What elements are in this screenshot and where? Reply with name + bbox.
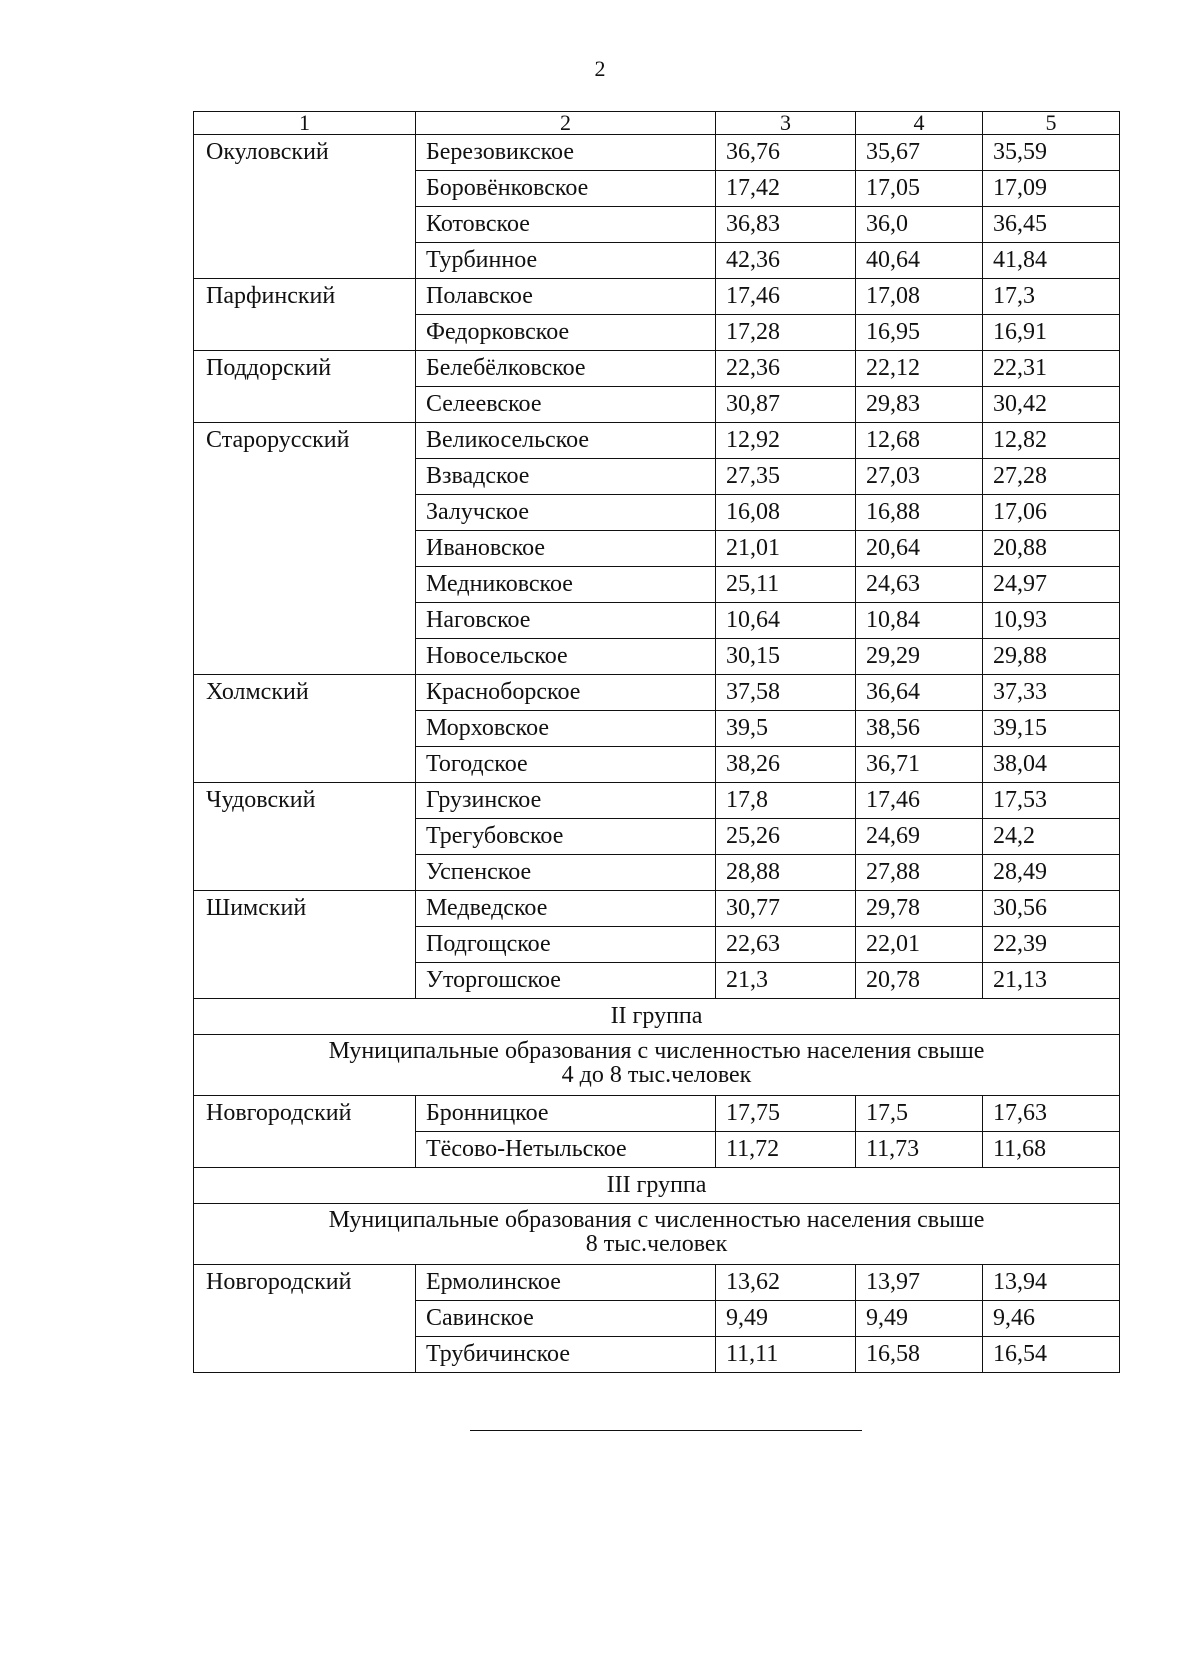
value-col5-cell: 28,49 (983, 855, 1120, 891)
value-col4-cell: 24,63 (856, 567, 983, 603)
column-header: 4 (856, 112, 983, 135)
value-col5-cell: 24,2 (983, 819, 1120, 855)
value-col3-cell: 37,58 (716, 675, 856, 711)
value-col5-cell: 29,88 (983, 639, 1120, 675)
value-col3-cell: 10,64 (716, 603, 856, 639)
settlement-cell: Ивановское (416, 531, 716, 567)
value-col4-cell: 29,83 (856, 387, 983, 423)
table-body (194, 112, 1120, 1373)
settlement-cell: Красноборское (416, 675, 716, 711)
value-col3-cell: 17,42 (716, 171, 856, 207)
value-col5-cell: 27,28 (983, 459, 1120, 495)
page-number: 2 (594, 56, 606, 81)
value-col5-cell: 17,3 (983, 279, 1120, 315)
value-col5-cell: 22,39 (983, 927, 1120, 963)
value-col4-cell: 29,78 (856, 891, 983, 927)
value-col3-cell: 12,92 (716, 423, 856, 459)
value-col4-cell: 24,69 (856, 819, 983, 855)
value-col4-cell: 36,0 (856, 207, 983, 243)
settlement-cell: Турбинное (416, 243, 716, 279)
settlement-cell: Новосельское (416, 639, 716, 675)
value-col4-cell: 12,68 (856, 423, 983, 459)
settlement-cell: Полавское (416, 279, 716, 315)
value-col5-cell: 21,13 (983, 963, 1120, 999)
district-cell: Окуловский (194, 135, 416, 279)
group-title: III группа (194, 1168, 1120, 1204)
value-col5-cell: 12,82 (983, 423, 1120, 459)
table-row (194, 1265, 1120, 1301)
value-col4-cell: 20,64 (856, 531, 983, 567)
settlement-cell: Березовикское (416, 135, 716, 171)
value-col4-cell: 17,05 (856, 171, 983, 207)
settlement-cell: Котовское (416, 207, 716, 243)
value-col3-cell: 17,8 (716, 783, 856, 819)
settlement-cell: Медведское (416, 891, 716, 927)
value-col4-cell: 29,29 (856, 639, 983, 675)
value-col3-cell: 42,36 (716, 243, 856, 279)
district-cell: Поддорский (194, 351, 416, 423)
value-col5-cell: 30,42 (983, 387, 1120, 423)
value-col4-cell: 36,71 (856, 747, 983, 783)
district-cell: Парфинский (194, 279, 416, 351)
value-col3-cell: 17,28 (716, 315, 856, 351)
value-col4-cell: 27,03 (856, 459, 983, 495)
group-description: Муниципальные образования с численностью населения свыше 8 тыс.человек (194, 1204, 1120, 1265)
table-row (194, 135, 1120, 171)
value-col4-cell: 13,97 (856, 1265, 983, 1301)
value-col5-cell: 11,68 (983, 1132, 1120, 1168)
header-row (194, 112, 1120, 135)
settlement-cell: Тогодское (416, 747, 716, 783)
footer-rule (470, 1430, 862, 1431)
value-col4-cell: 40,64 (856, 243, 983, 279)
value-col5-cell: 17,63 (983, 1096, 1120, 1132)
value-col4-cell: 22,01 (856, 927, 983, 963)
value-col3-cell: 27,35 (716, 459, 856, 495)
value-col4-cell: 17,5 (856, 1096, 983, 1132)
value-col5-cell: 41,84 (983, 243, 1120, 279)
value-col3-cell: 13,62 (716, 1265, 856, 1301)
value-col3-cell: 38,26 (716, 747, 856, 783)
value-col3-cell: 16,08 (716, 495, 856, 531)
value-col5-cell: 37,33 (983, 675, 1120, 711)
value-col3-cell: 9,49 (716, 1301, 856, 1337)
value-col5-cell: 20,88 (983, 531, 1120, 567)
district-cell: Шимский (194, 891, 416, 999)
group-title: II группа (194, 999, 1120, 1035)
value-col5-cell: 17,09 (983, 171, 1120, 207)
group-title-row (194, 999, 1120, 1035)
district-cell: Новгородский (194, 1096, 416, 1168)
settlement-cell: Подгощское (416, 927, 716, 963)
settlement-cell: Уторгошское (416, 963, 716, 999)
settlement-cell: Трегубовское (416, 819, 716, 855)
group-description-row (194, 1035, 1120, 1096)
column-header: 5 (983, 112, 1120, 135)
group-description: Муниципальные образования с численностью населения свыше 4 до 8 тыс.человек (194, 1035, 1120, 1096)
group-title-row (194, 1168, 1120, 1204)
value-col4-cell: 16,95 (856, 315, 983, 351)
value-col3-cell: 17,75 (716, 1096, 856, 1132)
value-col3-cell: 21,3 (716, 963, 856, 999)
column-header: 3 (716, 112, 856, 135)
table-row (194, 1096, 1120, 1132)
value-col5-cell: 16,54 (983, 1337, 1120, 1373)
value-col5-cell: 10,93 (983, 603, 1120, 639)
value-col3-cell: 22,63 (716, 927, 856, 963)
table-row (194, 279, 1120, 315)
value-col3-cell: 17,46 (716, 279, 856, 315)
value-col4-cell: 27,88 (856, 855, 983, 891)
value-col4-cell: 16,88 (856, 495, 983, 531)
value-col4-cell: 17,46 (856, 783, 983, 819)
table-row (194, 423, 1120, 459)
value-col4-cell: 22,12 (856, 351, 983, 387)
value-col3-cell: 30,77 (716, 891, 856, 927)
value-col5-cell: 17,06 (983, 495, 1120, 531)
table-row (194, 675, 1120, 711)
value-col5-cell: 38,04 (983, 747, 1120, 783)
table-row (194, 783, 1120, 819)
value-col3-cell: 22,36 (716, 351, 856, 387)
settlement-cell: Бронницкое (416, 1096, 716, 1132)
data-table (193, 111, 1120, 1373)
value-col4-cell: 11,73 (856, 1132, 983, 1168)
settlement-cell: Успенское (416, 855, 716, 891)
value-col3-cell: 30,87 (716, 387, 856, 423)
value-col3-cell: 36,76 (716, 135, 856, 171)
settlement-cell: Федорковское (416, 315, 716, 351)
value-col5-cell: 35,59 (983, 135, 1120, 171)
value-col3-cell: 30,15 (716, 639, 856, 675)
value-col4-cell: 38,56 (856, 711, 983, 747)
settlement-cell: Наговское (416, 603, 716, 639)
settlement-cell: Селеевское (416, 387, 716, 423)
settlement-cell: Медниковское (416, 567, 716, 603)
settlement-cell: Великосельское (416, 423, 716, 459)
settlement-cell: Белебёлковское (416, 351, 716, 387)
district-cell: Холмский (194, 675, 416, 783)
settlement-cell: Ермолинское (416, 1265, 716, 1301)
value-col3-cell: 36,83 (716, 207, 856, 243)
value-col5-cell: 17,53 (983, 783, 1120, 819)
settlement-cell: Грузинское (416, 783, 716, 819)
value-col3-cell: 39,5 (716, 711, 856, 747)
value-col5-cell: 13,94 (983, 1265, 1120, 1301)
value-col3-cell: 25,11 (716, 567, 856, 603)
district-cell: Чудовский (194, 783, 416, 891)
settlement-cell: Трубичинское (416, 1337, 716, 1373)
value-col5-cell: 9,46 (983, 1301, 1120, 1337)
value-col5-cell: 30,56 (983, 891, 1120, 927)
value-col5-cell: 39,15 (983, 711, 1120, 747)
column-header: 1 (194, 112, 416, 135)
value-col4-cell: 16,58 (856, 1337, 983, 1373)
value-col5-cell: 22,31 (983, 351, 1120, 387)
settlement-cell: Савинское (416, 1301, 716, 1337)
settlement-cell: Тёсово-Нетыльское (416, 1132, 716, 1168)
value-col4-cell: 17,08 (856, 279, 983, 315)
settlement-cell: Залучское (416, 495, 716, 531)
settlement-cell: Морховское (416, 711, 716, 747)
value-col3-cell: 11,11 (716, 1337, 856, 1373)
value-col4-cell: 36,64 (856, 675, 983, 711)
value-col5-cell: 36,45 (983, 207, 1120, 243)
table-row (194, 891, 1120, 927)
table-row (194, 351, 1120, 387)
value-col5-cell: 16,91 (983, 315, 1120, 351)
district-cell: Новгородский (194, 1265, 416, 1373)
settlement-cell: Боровёнковское (416, 171, 716, 207)
value-col3-cell: 28,88 (716, 855, 856, 891)
value-col5-cell: 24,97 (983, 567, 1120, 603)
group-description-row (194, 1204, 1120, 1265)
value-col3-cell: 25,26 (716, 819, 856, 855)
settlement-cell: Взвадское (416, 459, 716, 495)
district-cell: Старорусский (194, 423, 416, 675)
column-header: 2 (416, 112, 716, 135)
value-col4-cell: 10,84 (856, 603, 983, 639)
value-col4-cell: 35,67 (856, 135, 983, 171)
value-col4-cell: 9,49 (856, 1301, 983, 1337)
value-col4-cell: 20,78 (856, 963, 983, 999)
value-col3-cell: 21,01 (716, 531, 856, 567)
value-col3-cell: 11,72 (716, 1132, 856, 1168)
